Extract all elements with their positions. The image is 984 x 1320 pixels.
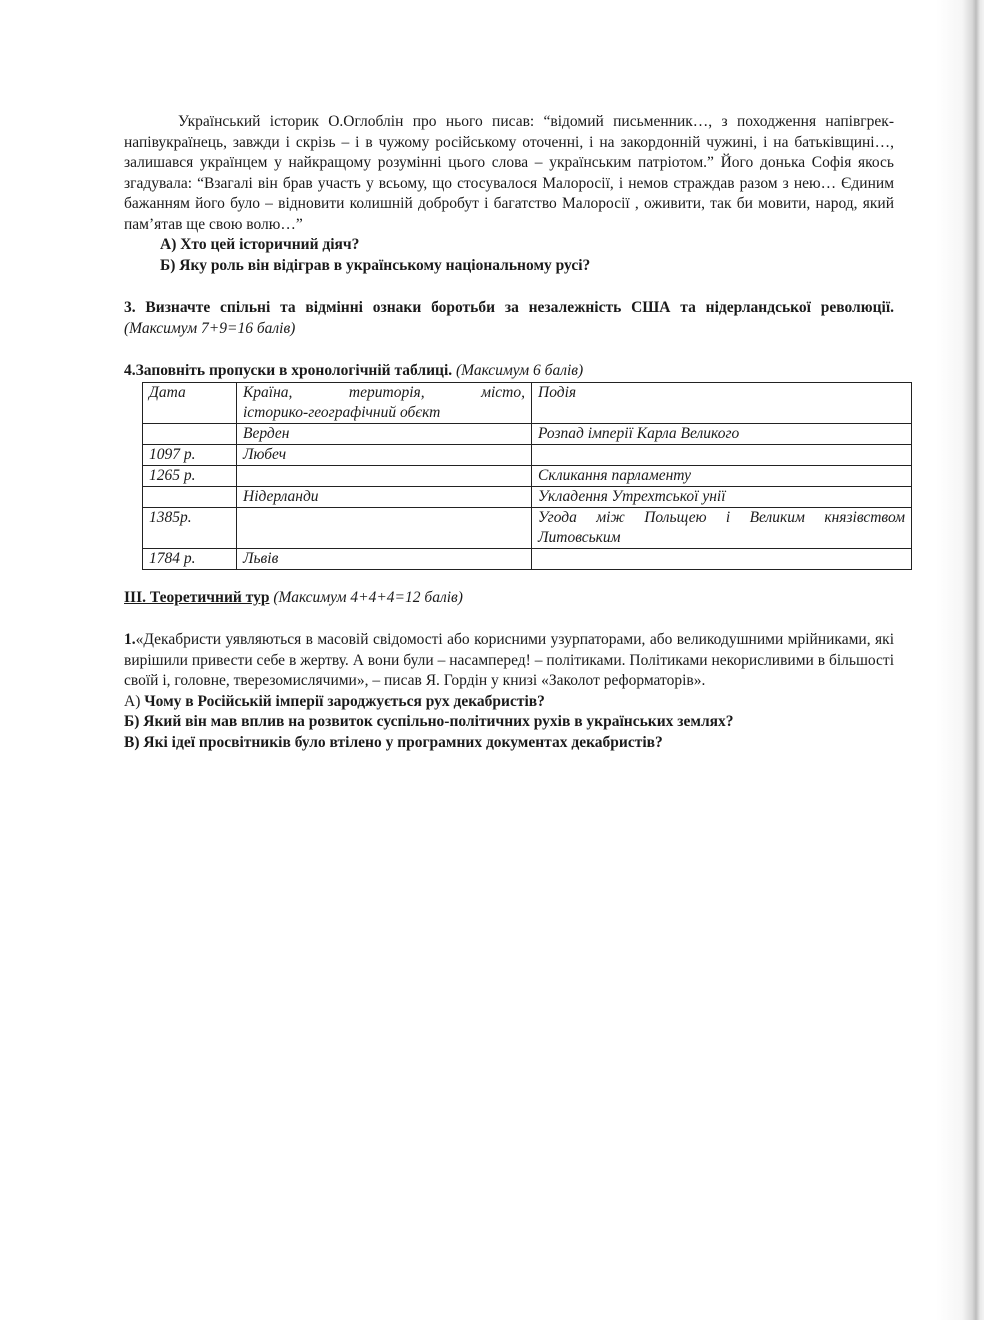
cell-place [237, 465, 532, 486]
table-row [143, 486, 912, 507]
cell-date [143, 486, 237, 507]
section-3-score: (Максимум 4+4+4=12 балів) [273, 588, 463, 606]
cell-event [532, 548, 912, 569]
header-place [237, 382, 532, 423]
page-edge-shadow [936, 0, 984, 1320]
cell-place: Верден [237, 423, 532, 444]
section-3-title: ІІІ. Теоретичний тур [124, 588, 270, 606]
cell-place: Нідерланди [237, 486, 532, 507]
cell-place [237, 507, 532, 548]
cell-date: 1265 р. [143, 465, 237, 486]
cell-event [532, 444, 912, 465]
cell-event: Розпад імперії Карла Великого [532, 423, 912, 444]
task-3 [124, 298, 894, 339]
task-4-title: 4.Заповніть пропуски в хронологічній таблиці. [124, 362, 453, 379]
document-page [124, 112, 905, 753]
section-3-heading [124, 588, 894, 609]
theory-1-number: 1. [124, 631, 136, 648]
theory-1-paragraph [124, 630, 894, 692]
theory-1-question-b: Б) Який він мав вплив на розвиток суспільно-політичних рухів в українських землях? [124, 713, 734, 730]
table-row [143, 423, 912, 444]
task-4-heading [124, 361, 894, 382]
chronology-table [142, 382, 912, 570]
table-row [143, 444, 912, 465]
header-place-line2: історико-географічний обєкт [243, 403, 441, 421]
intro-question-b: Б) Яку роль він відіграв в українському національному русі? [160, 256, 591, 274]
task-4-score: (Максимум 6 балів) [456, 362, 584, 379]
theory-1-question-a [124, 692, 894, 713]
cell-date: 1784 р. [143, 548, 237, 569]
task-3-text: 3. Визначте спільні та відмінні ознаки боротьби за незалежність США та нідерландської революції. [124, 299, 894, 316]
cell-event: Укладення Утрехтської унії [532, 486, 912, 507]
header-event: Подія [532, 382, 912, 423]
table-header-row [143, 382, 912, 423]
cell-date [143, 423, 237, 444]
cell-place: Любеч [237, 444, 532, 465]
header-place-line1: Країна, територія, місто, [243, 383, 525, 401]
cell-event: Угода між Польщею і Великим князівством Литовським [532, 507, 912, 548]
theory-1-text: «Декабристи уявляються в масовій свідомості або корисними узурпаторами, або великодушними мрійниками, які вирішили привести себе в жертву. А вони були – насамперед! – політиками. Політиками некорисливими в більшості своїй і, головне, тверезомислячими», – писав Я. Гордін у книзі «Заколот реформаторів». [124, 631, 894, 689]
theory-1-question-a-text: Чому в Російській імперії зароджується рух декабристів? [144, 692, 545, 710]
intro-paragraph: Український історик О.Оглоблін про нього писав: “відомий письменник…, з походження напівгрек-напівукраїнець, завжди і скрізь – і в чужому російському оточенні, і на закордонній чужині, і на батьківщині…, залишався українцем у найкращому розумінні цього слова – українським патріотом.” Його донька Софія якось згадувала: “Взагалі він брав участь у всьому, що стосувалося Малоросії, і немов страждав разом з нею… Єдиним бажанням його було – відновити колишній добробут і багатство Малоросії , оживити, так би мовити, народ, який пам’ятав ще свою волю…” [124, 113, 894, 233]
theory-1-question-a-prefix: А) [124, 692, 145, 710]
task-3-score: (Максимум 7+9=16 балів) [124, 319, 296, 337]
cell-date: 1097 р. [143, 444, 237, 465]
cell-place: Львів [237, 548, 532, 569]
header-date: Дата [143, 382, 237, 423]
cell-event: Скликання парламенту [532, 465, 912, 486]
table-row [143, 465, 912, 486]
table-row [143, 548, 912, 569]
intro-question-a: А) Хто цей історичний діяч? [160, 236, 360, 253]
theory-1-question-c: В) Які ідеї просвітників було втілено у програмних документах декабристів? [124, 733, 663, 751]
cell-date: 1385р. [143, 507, 237, 548]
table-row [143, 507, 912, 548]
